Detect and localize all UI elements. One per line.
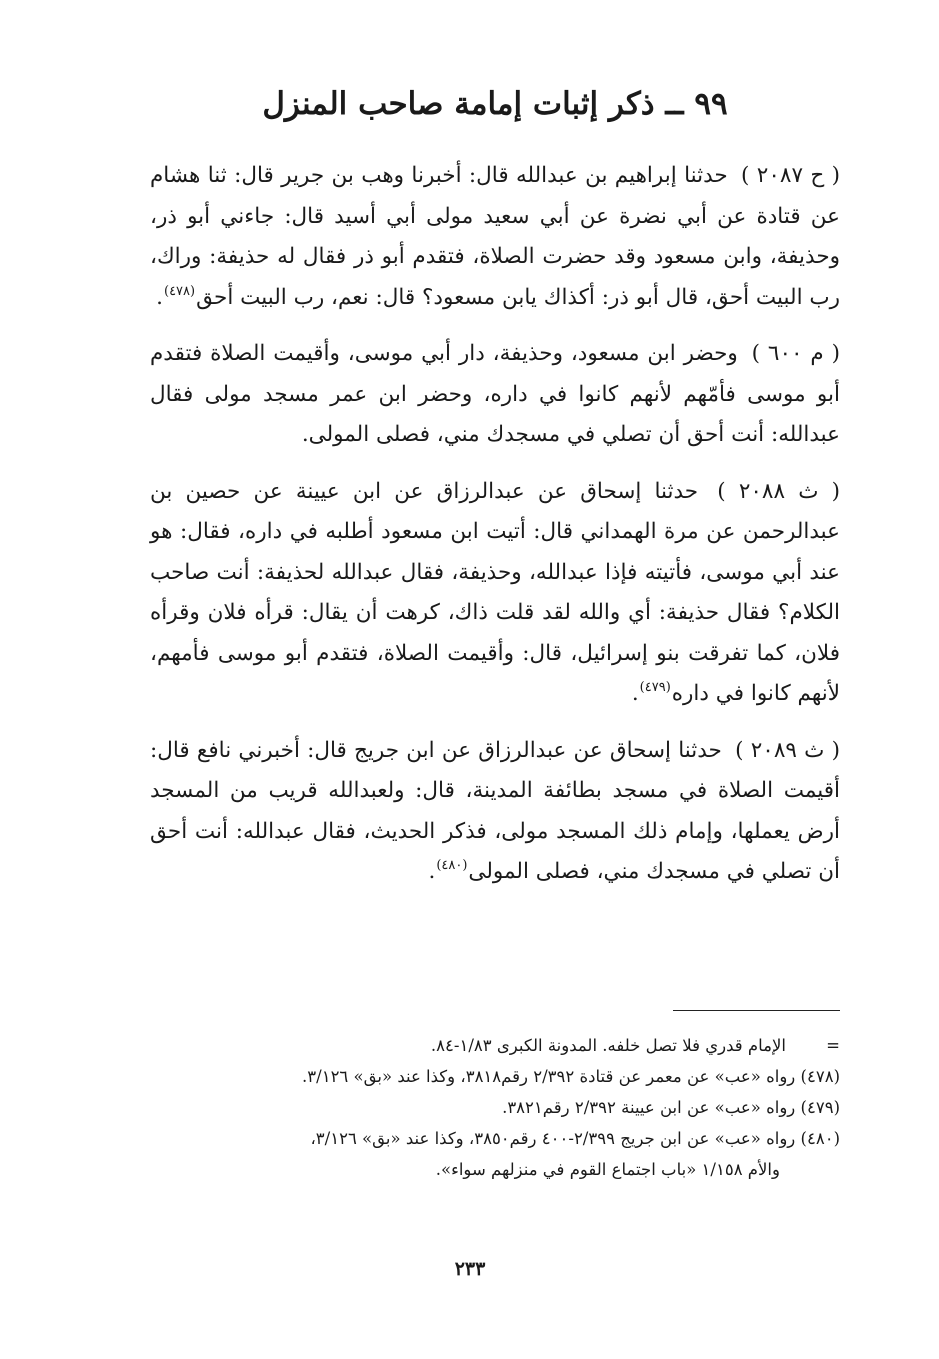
- hadith-reference: ( م ٦٠٠ ): [751, 341, 840, 366]
- chapter-heading: ٩٩ ــ ذكر إثبات إمامة صاحب المنزل: [262, 86, 728, 122]
- footnote-text: رواه «عب» عن ابن عيينة ٢/٣٩٢ رقم٣٨٢١.: [502, 1098, 796, 1117]
- hadith-text: وحضر ابن مسعود، وحذيفة، دار أبي موسى، وأقيمت الصلاة فتقدم أبو موسى فأمّهم لأنهم كانوا في داره، وحضر ابن عمر مسجد مولى فقال عبدالله: أنت أحق أن تصلي في مسجدك مني، فصلى المولى.: [150, 341, 840, 447]
- footnotes-section: [150, 1030, 840, 1185]
- footnote-marker[interactable]: (٤٨٠): [436, 858, 468, 873]
- footnote-480: [150, 1123, 840, 1154]
- footnote-text: رواه «عب» عن معمر عن قتادة ٢/٣٩٢ رقم٣٨١٨، وكذا عند «بق» ٣/١٢٦.: [302, 1067, 796, 1086]
- footnote-text: والأم ١/١٥٨ «باب اجتماع القوم في منزلهم سواء».: [435, 1160, 780, 1179]
- hadith-paragraph: [150, 472, 840, 715]
- hadith-paragraph: [150, 731, 840, 893]
- footnote-478: [150, 1061, 840, 1092]
- paragraph-end-mark: .: [156, 284, 163, 310]
- footnote-continuation: [150, 1030, 840, 1061]
- hadith-text: حدثنا إسحاق عن عبدالرزاق عن ابن عيينة عن حصين بن عبدالرحمن عن مرة الهمداني قال: أتيت ابن مسعود أطلبه في داره، فقال: هو عند أبي موسى، فأتيته فإذا عبدالله، وحذيفة، فقال عبدالله لحذيفة: أنت صاحب الكلام؟ فقال حذيفة: أي والله لقد قلت ذاك، كرهت أن يقال: قرأه فلان وقرأه فلان، كما تفرقت بنو إسرائيل، قال: وأقيمت الصلاة، فتقدم أبو موسى فأمهم، لأنهم كانوا في داره: [150, 478, 840, 706]
- paragraph-end-mark: .: [428, 859, 436, 884]
- hadith-text: حدثنا إسحاق عن عبدالرزاق عن ابن جريج قال: أخبرني نافع قال: أقيمت الصلاة في مسجد بطائفة المدينة، قال: ولعبدالله قريب من المسجد أرض يعملها، وإمام ذلك المسجد مولى، فذكر الحديث، فقال عبدالله: أنت أحق أن تصلي في مسجدك مني، فصلى المولى: [150, 737, 840, 884]
- continuation-mark: =: [826, 1036, 840, 1055]
- body-text: [150, 156, 840, 909]
- footnote-separator: [673, 1010, 840, 1011]
- footnote-number: (٤٧٩): [800, 1098, 840, 1117]
- footnote-text: الإمام قدري فلا تصل خلفه. المدونة الكبرى ١/٨٣-٨٤.: [430, 1036, 786, 1055]
- footnote-marker[interactable]: (٤٧٩): [639, 680, 671, 695]
- paragraph-end-mark: .: [631, 681, 639, 706]
- hadith-text: حدثنا إبراهيم بن عبدالله قال: أخبرنا وهب بن جرير قال: ثنا هشام عن قتادة عن أبي نضرة عن أبي سعيد مولى أبي أسيد قال: جاءني أبو ذر، وحذيفة، وابن مسعود وقد حضرت الصلاة، فتقدم أبو ذر فقال له حذيفة: وراك، رب البيت أحق، قال أبو ذر: أكذاك يابن مسعود؟ قال: نعم، رب البيت أحق: [150, 163, 840, 310]
- hadith-paragraph: [150, 334, 840, 456]
- footnote-number: (٤٨٠): [800, 1129, 840, 1148]
- footnote-marker[interactable]: (٤٧٨): [164, 283, 196, 299]
- page-number: ٢٣٣: [454, 1258, 486, 1280]
- hadith-reference: ( ح ٢٠٨٧ ): [741, 163, 840, 188]
- hadith-reference: ( ث ٢٠٨٩ ): [735, 737, 840, 763]
- footnote-number: (٤٧٨): [800, 1067, 840, 1086]
- hadith-paragraph: [150, 156, 840, 318]
- footnote-479: [150, 1092, 840, 1123]
- hadith-reference: ( ث ٢٠٨٨ ): [717, 478, 840, 504]
- footnote-480-continued: [150, 1154, 840, 1185]
- footnote-text: رواه «عب» عن ابن جريج ٢/٣٩٩-٤٠٠ رقم٣٨٥٠، وكذا عند «بق» ٣/١٢٦،: [310, 1129, 796, 1148]
